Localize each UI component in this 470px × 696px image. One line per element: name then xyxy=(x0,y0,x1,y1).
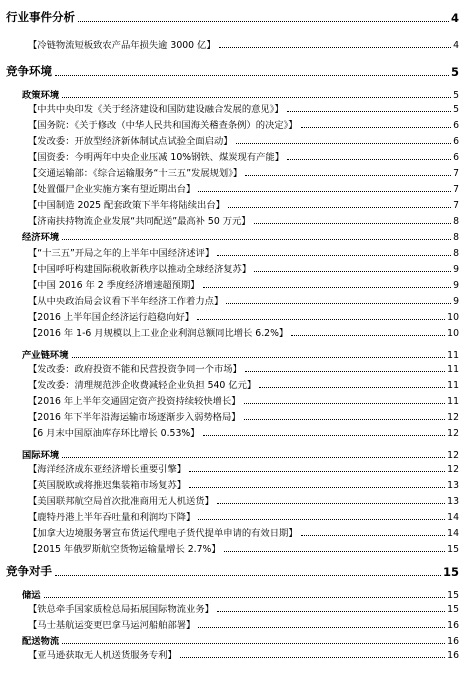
toc-item-entry[interactable] xyxy=(28,617,459,631)
toc-item-entry[interactable] xyxy=(28,377,459,391)
toc-page-number: 6 xyxy=(453,136,459,147)
dot-leader xyxy=(301,126,451,128)
toc-chapter-entry[interactable] xyxy=(6,561,459,579)
toc-entry-title: 【中国 2016 年 2 季度经济增速超预期】 xyxy=(28,280,200,291)
toc-item-entry[interactable] xyxy=(28,101,459,115)
toc-item-entry[interactable] xyxy=(28,361,459,375)
toc-page-number: 12 xyxy=(447,464,459,475)
toc-page-number: 14 xyxy=(447,512,459,523)
dot-leader xyxy=(62,238,451,240)
dot-leader xyxy=(189,470,445,472)
toc-page-number: 5 xyxy=(453,104,459,115)
toc-page-number: 16 xyxy=(447,636,459,647)
toc-page-number: 7 xyxy=(453,200,459,211)
toc-entry-title: 【英国脱欧或将推迟集装箱市场复苏】 xyxy=(28,480,187,491)
toc-chapter-entry[interactable] xyxy=(6,7,459,25)
toc-section-entry[interactable] xyxy=(22,347,459,361)
toc-page-number: 12 xyxy=(447,412,459,423)
toc-page-number: 11 xyxy=(447,380,459,391)
toc-page-number: 10 xyxy=(447,328,459,339)
toc-entry-title: 【中国呼吁构建国际税收新秩序以推动全球经济复苏】 xyxy=(28,264,252,275)
dot-leader xyxy=(254,270,451,272)
toc-entry-title: 【马士基航运变更巴拿马运河船舶部署】 xyxy=(28,620,196,631)
toc-entry-title: 【2015 年俄罗斯航空货物运输量增长 2.7%】 xyxy=(28,544,221,555)
toc-entry-title: 【国务院：《关于修改（中华人民共和国海关稽查条例）的决定》】 xyxy=(28,120,298,131)
toc-page-number: 14 xyxy=(447,528,459,539)
toc-entry-title: 【处置僵尸企业实施方案有望近期出台】 xyxy=(28,184,196,195)
toc-page-number: 9 xyxy=(453,264,459,275)
toc-entry-title: 【中共中央印发《关于经济建设和国防建设融合发展的意见》】 xyxy=(28,104,284,115)
dot-leader xyxy=(189,486,445,488)
dot-leader xyxy=(254,222,451,224)
toc-entry-title: 【冷链物流短板致农产品年损失逾 3000 亿】 xyxy=(28,40,216,51)
toc-item-entry[interactable] xyxy=(28,477,459,491)
toc-entry-title: 竞争对手 xyxy=(6,564,52,578)
toc-entry-title: 【6 月末中国原油库存环比增长 0.53%】 xyxy=(28,428,200,439)
toc-entry-title: 政策环境 xyxy=(22,90,60,101)
dot-leader xyxy=(44,596,446,598)
toc-page-number: 13 xyxy=(447,496,459,507)
toc-page-number: 11 xyxy=(447,364,459,375)
toc-page-number: 15 xyxy=(447,604,459,615)
dot-leader xyxy=(219,46,451,48)
dot-leader xyxy=(217,502,445,504)
toc-item-entry[interactable] xyxy=(28,309,459,323)
toc-section-entry[interactable] xyxy=(22,633,459,647)
dot-leader xyxy=(244,418,446,420)
toc-entry-title: 【中国制造 2025 配套政策下半年将陆续出台】 xyxy=(28,200,225,211)
toc-item-entry[interactable] xyxy=(28,261,459,275)
toc-page-number: 4 xyxy=(453,40,459,51)
toc-page-number: 6 xyxy=(453,152,459,163)
dot-leader xyxy=(287,110,451,112)
dot-leader xyxy=(72,356,446,358)
toc-page-number: 16 xyxy=(447,650,459,661)
toc-page-number: 15 xyxy=(447,590,459,601)
toc-page-number: 5 xyxy=(453,90,459,101)
dot-leader xyxy=(245,174,451,176)
dot-leader xyxy=(301,534,446,536)
toc-entry-title: 【美国联邦航空局首次批准商用无人机送货】 xyxy=(28,496,214,507)
toc-page-number: 8 xyxy=(453,232,459,243)
toc-page-number: 6 xyxy=(453,120,459,131)
toc-chapter-entry[interactable] xyxy=(6,61,459,79)
toc-entry-title: 【发改委：清理规范涉企收费减轻企业负担 540 亿元】 xyxy=(28,380,257,391)
dot-leader xyxy=(203,286,452,288)
dot-leader xyxy=(291,334,445,336)
toc-section-entry[interactable] xyxy=(22,87,459,101)
toc-entry-title: 【2016 年 1-6 月规模以上工业企业利润总额同比增长 6.2%】 xyxy=(28,328,289,339)
dot-leader xyxy=(198,518,445,520)
toc-item-entry[interactable] xyxy=(28,37,459,51)
toc-entry-title: 【亚马逊获取无人机送货服务专利】 xyxy=(28,650,177,661)
toc-item-entry[interactable] xyxy=(28,197,459,211)
toc-item-entry[interactable] xyxy=(28,525,459,539)
toc-entry-title: 【国资委：今明两年中央企业压减 10%钢铁、煤炭现有产能】 xyxy=(28,152,285,163)
toc-item-entry[interactable] xyxy=(28,245,459,259)
toc-entry-title: 竞争环境 xyxy=(6,64,52,78)
toc-item-entry[interactable] xyxy=(28,149,459,163)
toc-page-number: 8 xyxy=(453,216,459,227)
toc-page-number: 4 xyxy=(450,11,459,25)
toc-item-entry[interactable] xyxy=(28,493,459,507)
dot-leader xyxy=(244,402,446,404)
dot-leader xyxy=(55,74,449,76)
toc-entry-title: 【发改委：开放型经济新体制试点试验全面启动】 xyxy=(28,136,233,147)
toc-entry-title: 储运 xyxy=(22,590,41,601)
dot-leader xyxy=(62,456,445,458)
toc-entry-title: 【从中央政治局会议看下半年经济工作着力点】 xyxy=(28,296,224,307)
toc-item-entry[interactable] xyxy=(28,409,459,423)
dot-leader xyxy=(55,574,441,576)
toc-page-number: 16 xyxy=(447,620,459,631)
toc-item-entry[interactable] xyxy=(28,133,459,147)
dot-leader xyxy=(217,610,445,612)
toc-page-number: 13 xyxy=(447,480,459,491)
toc-item-entry[interactable] xyxy=(28,393,459,407)
toc-item-entry[interactable] xyxy=(28,509,459,523)
toc-entry-title: 【海洋经济成东亚经济增长重要引擎】 xyxy=(28,464,187,475)
dot-leader xyxy=(245,370,445,372)
toc-item-entry[interactable] xyxy=(28,213,459,227)
toc-entry-title: 【2016 上半年国企经济运行趋稳向好】 xyxy=(28,312,195,323)
toc-entry-title: 行业事件分析 xyxy=(6,10,75,24)
toc-entry-title: 【交通运输部：《综合运输服务“十三五”发展规划》】 xyxy=(28,168,243,179)
toc-item-entry[interactable] xyxy=(28,541,459,555)
dot-leader xyxy=(236,142,452,144)
toc-entry-title: 【鹿特丹港上半年吞吐量和利润均下降】 xyxy=(28,512,196,523)
dot-leader xyxy=(259,386,445,388)
toc-entry-title: 【济南扶持物流企业发展“共同配送”最高补 50 万元】 xyxy=(28,216,251,227)
toc-page-number: 7 xyxy=(453,168,459,179)
dot-leader xyxy=(226,302,451,304)
toc-section-entry[interactable] xyxy=(22,447,459,461)
toc-entry-title: 【加拿大边境服务署宣布货运代理电子货代提单申请的有效日期】 xyxy=(28,528,298,539)
dot-leader xyxy=(217,254,451,256)
toc-page-number: 5 xyxy=(450,65,459,79)
toc-page-number: 11 xyxy=(447,396,459,407)
toc-page-number: 9 xyxy=(453,296,459,307)
toc-page-number: 15 xyxy=(447,544,459,555)
toc-page-number: 9 xyxy=(453,280,459,291)
toc-entry-title: 国际环境 xyxy=(22,450,60,461)
toc-page-number: 7 xyxy=(453,184,459,195)
toc-item-entry[interactable] xyxy=(28,601,459,615)
dot-leader xyxy=(180,656,445,658)
toc-item-entry[interactable] xyxy=(28,325,459,339)
toc-page-number: 11 xyxy=(447,350,459,361)
toc-entry-title: 【2016 年下半年沿海运输市场逐渐步入弱势格局】 xyxy=(28,412,241,423)
toc-entry-title: 【发改委：政府投资不能和民营投资争同一个市场】 xyxy=(28,364,242,375)
dot-leader xyxy=(198,190,451,192)
toc-item-entry[interactable] xyxy=(28,461,459,475)
dot-leader xyxy=(224,550,446,552)
toc-entry-title: 【2016 年上半年交通固定资产投资持续较快增长】 xyxy=(28,396,241,407)
toc-entry-title: 经济环境 xyxy=(22,232,60,243)
dot-leader xyxy=(78,20,449,22)
toc-entry-title: 配送物流 xyxy=(22,636,60,647)
toc-section-entry[interactable] xyxy=(22,587,459,601)
toc-page-number: 12 xyxy=(447,428,459,439)
toc-entry-title: 产业链环境 xyxy=(22,350,69,361)
toc-item-entry[interactable] xyxy=(28,647,459,661)
dot-leader xyxy=(62,642,445,644)
dot-leader xyxy=(287,158,451,160)
toc-item-entry[interactable] xyxy=(28,165,459,179)
toc-entry-title: 【“十三五”开局之年的上半年中国经济述评】 xyxy=(28,248,215,259)
dot-leader xyxy=(203,434,446,436)
toc-item-entry[interactable] xyxy=(28,181,459,195)
dot-leader xyxy=(198,626,445,628)
toc-page-number: 8 xyxy=(453,248,459,259)
toc-item-entry[interactable] xyxy=(28,293,459,307)
toc-entry-title: 【铁总牵手国家质检总局拓展国际物流业务】 xyxy=(28,604,214,615)
toc-page-number: 12 xyxy=(447,450,459,461)
toc-item-entry[interactable] xyxy=(28,117,459,131)
toc-section-entry[interactable] xyxy=(22,229,459,243)
toc-item-entry[interactable] xyxy=(28,425,459,439)
dot-leader xyxy=(62,96,451,98)
dot-leader xyxy=(197,318,445,320)
toc-page-number: 15 xyxy=(442,565,459,579)
dot-leader xyxy=(228,206,451,208)
toc-page-number: 10 xyxy=(447,312,459,323)
toc-item-entry[interactable] xyxy=(28,277,459,291)
